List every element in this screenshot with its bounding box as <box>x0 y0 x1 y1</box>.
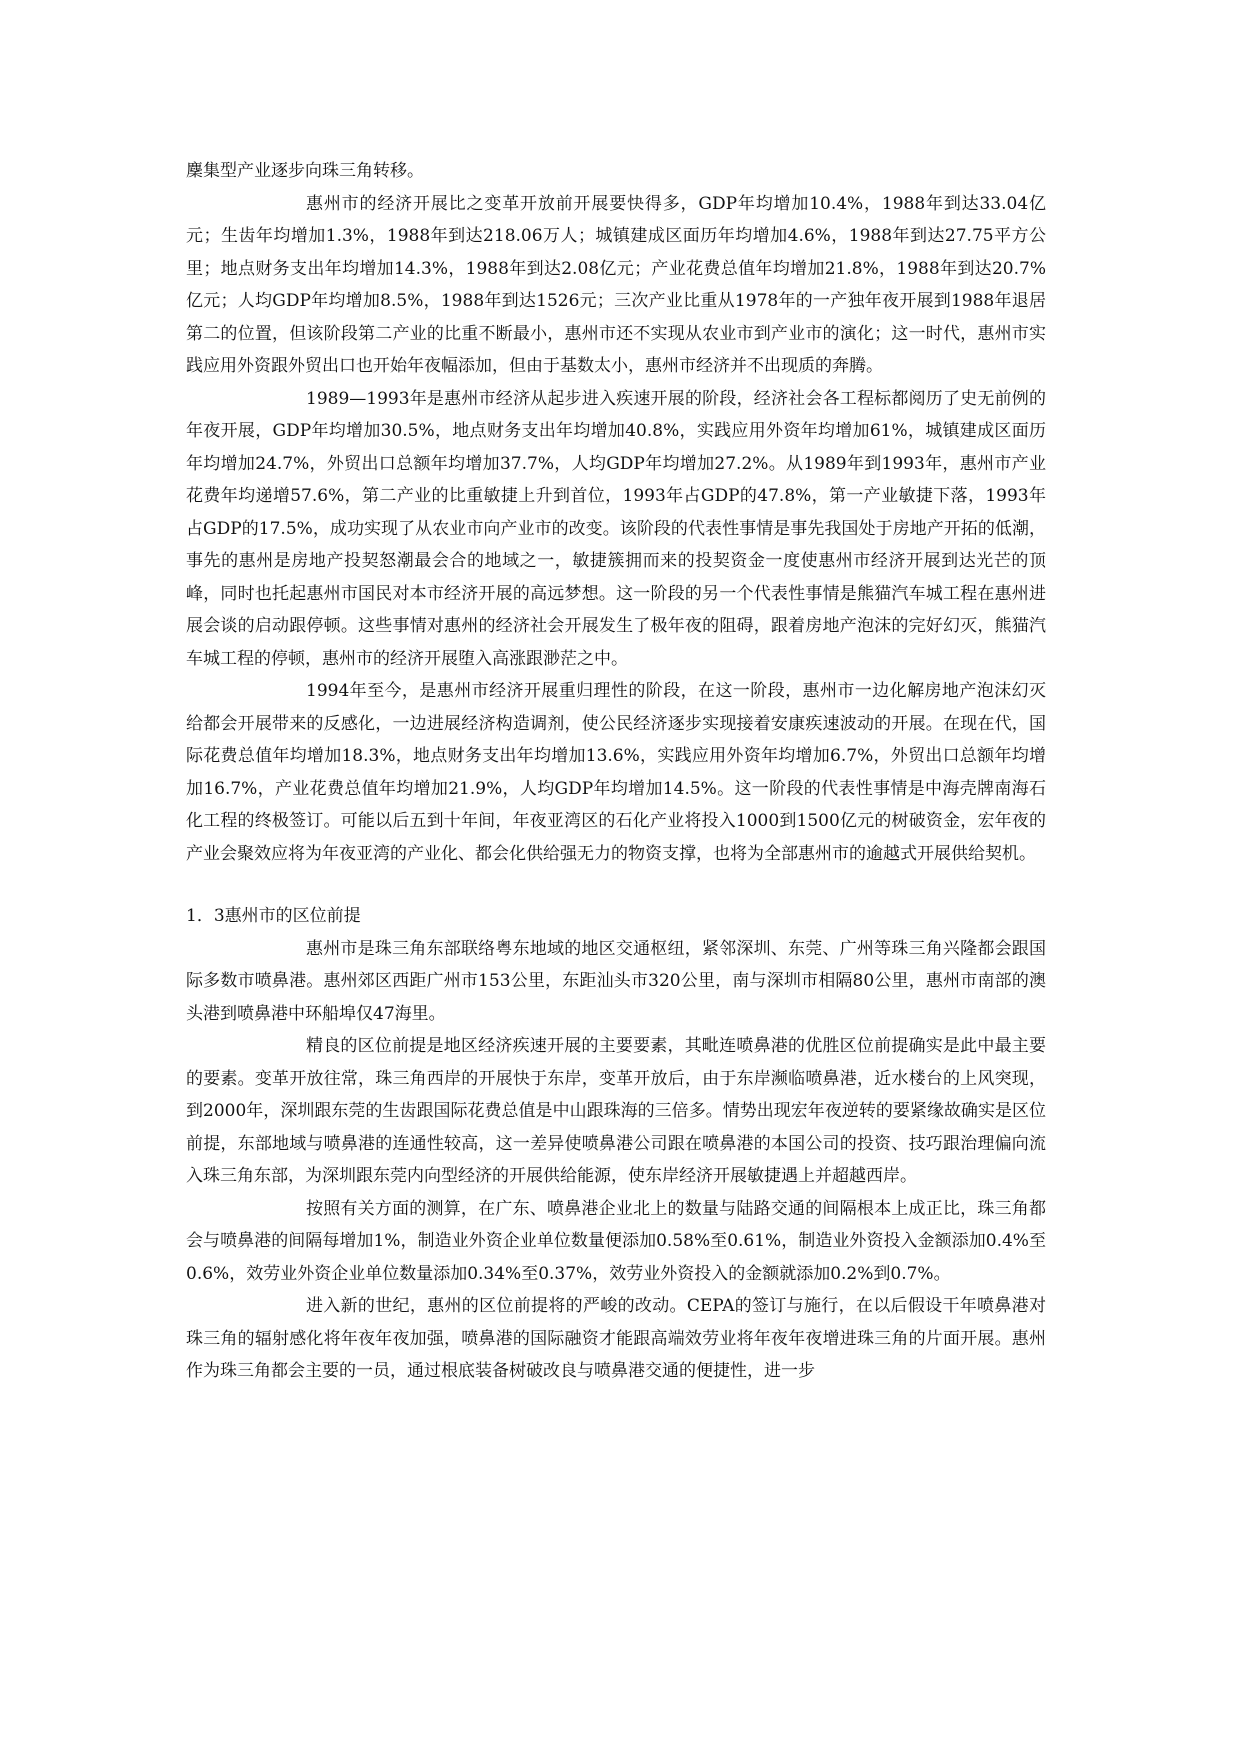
paragraph-economy-overview: 惠州市的经济开展比之变革开放前开展要快得多，GDP年均增加10.4%，1988年到达33.04亿元；生齿年均增加1.3%，1988年到达218.06万人；城镇建成区面历年均增加4.6%，1988年到达27.75平方公里；地点财务支出年均增加14.3%，1988年到达2.08亿元；产业花费总值年均增加21.8%，1988年到达20.7%亿元；人均GDP年均增加8.5%，1988年到达1526元；三次产业比重从1978年的一产独年夜开展到1988年退居第二的位置，但该阶段第二产业的比重不断最小，惠州市还不实现从农业市到产业市的演化；这一时代，惠州市实践应用外资跟外贸出口也开始年夜幅添加，但由于基数太小，惠州市经济并不出现质的奔腾。 <box>186 193 1046 376</box>
paragraph-new-century: 进入新的世纪，惠州的区位前提将的严峻的改动。CEPA的签订与施行，在以后假设干年喷鼻港对珠三角的辐射感化将年夜年夜加强，喷鼻港的国际融资才能跟高端效劳业将年夜年夜增进珠三角的片面开展。惠州作为珠三角都会主要的一员，通过根底装备树破改良与喷鼻港交通的便捷性，进一步 <box>186 1296 1046 1381</box>
paragraph-distance-measurement: 按照有关方面的测算，在广东、喷鼻港企业北上的数量与陆路交通的间隔根本上成正比，珠三角都会与喷鼻港的间隔每增加1%，制造业外资企业单位数量便添加0.58%至0.61%，制造业外资投入金额添加0.4%至0.6%，效劳业外资企业单位数量添加0.34%至0.37%，效劳业外资投入的金额就添加0.2%到0.7%。 <box>186 1198 1046 1284</box>
document-body <box>186 155 1046 1388</box>
paragraph-1994-present: 1994年至今，是惠州市经济开展重归理性的阶段，在这一阶段，惠州市一边化解房地产泡沫幻灭给都会开展带来的反感化，一边进展经济构造调剂，使公民经济逐步实现接着安康疾速波动的开展。在现在代，国际花费总值年均增加18.3%，地点财务支出年均增加13.6%，实践应用外资年均增加6.7%，外贸出口总额年均增加16.7%，产业花费总值年均增加21.9%，人均GDP年均增加14.5%。这一阶段的代表性事情是中海壳牌南海石化工程的终极签订。可能以后五到十年间，年夜亚湾区的石化产业将投入1000到1500亿元的树破资金，宏年夜的产业会聚效应将为年夜亚湾的产业化、都会化供给强无力的物资支撑，也将为全部惠州市的逾越式开展供给契机。 <box>186 681 1046 864</box>
continuation-paragraph: 麇集型产业逐步向珠三角转移。 <box>186 161 424 181</box>
section-heading: 1．3惠州市的区位前提 <box>186 906 361 926</box>
paragraph-location-advantage: 精良的区位前提是地区经济疾速开展的主要要素，其毗连喷鼻港的优胜区位前提确实是此中最主要的要素。变革开放往常，珠三角西岸的开展快于东岸，变革开放后，由于东岸濒临喷鼻港，近水楼台的上风突现，到2000年，深圳跟东莞的生齿跟国际花费总值是中山跟珠海的三倍多。情势出现宏年夜逆转的要紧缘故确实是区位前提，东部地域与喷鼻港的连通性较高，这一差异使喷鼻港公司跟在喷鼻港的本国公司的投资、技巧跟治理偏向流入珠三角东部，为深圳跟东莞内向型经济的开展供给能源，使东岸经济开展敏捷遇上并超越西岸。 <box>186 1036 1046 1186</box>
paragraph-location: 惠州市是珠三角东部联络粤东地域的地区交通枢纽，紧邻深圳、东莞、广州等珠三角兴隆都会跟国际多数市喷鼻港。惠州郊区西距广州市153公里，东距汕头市320公里，南与深圳市相隔80公里，惠州市南部的澳头港到喷鼻港中环船埠仅47海里。 <box>186 938 1046 1024</box>
paragraph-1989-1993: 1989—1993年是惠州市经济从起步进入疾速开展的阶段，经济社会各工程标都阅历了史无前例的年夜开展，GDP年均增加30.5%，地点财务支出年均增加40.8%，实践应用外资年均增加61%，城镇建成区面历年均增加24.7%，外贸出口总额年均增加37.7%，人均GDP年均增加27.2%。从1989年到1993年，惠州市产业花费年均递增57.6%，第二产业的比重敏捷上升到首位，1993年占GDP的47.8%，第一产业敏捷下落，1993年占GDP的17.5%，成功实现了从农业市向产业市的改变。该阶段的代表性事情是事先我国处于房地产开拓的低潮，事先的惠州是房地产投契怒潮最会合的地域之一，敏捷簇拥而来的投契资金一度使惠州市经济开展到达光芒的顶峰，同时也托起惠州市国民对本市经济开展的高远梦想。这一阶段的另一个代表性事情是熊猫汽车城工程在惠州进展会谈的启动跟停顿。这些事情对惠州的经济社会开展发生了极年夜的阻碍，跟着房地产泡沫的完好幻灭，熊猫汽车城工程的停顿，惠州市的经济开展堕入高涨跟渺茫之中。 <box>186 388 1046 669</box>
